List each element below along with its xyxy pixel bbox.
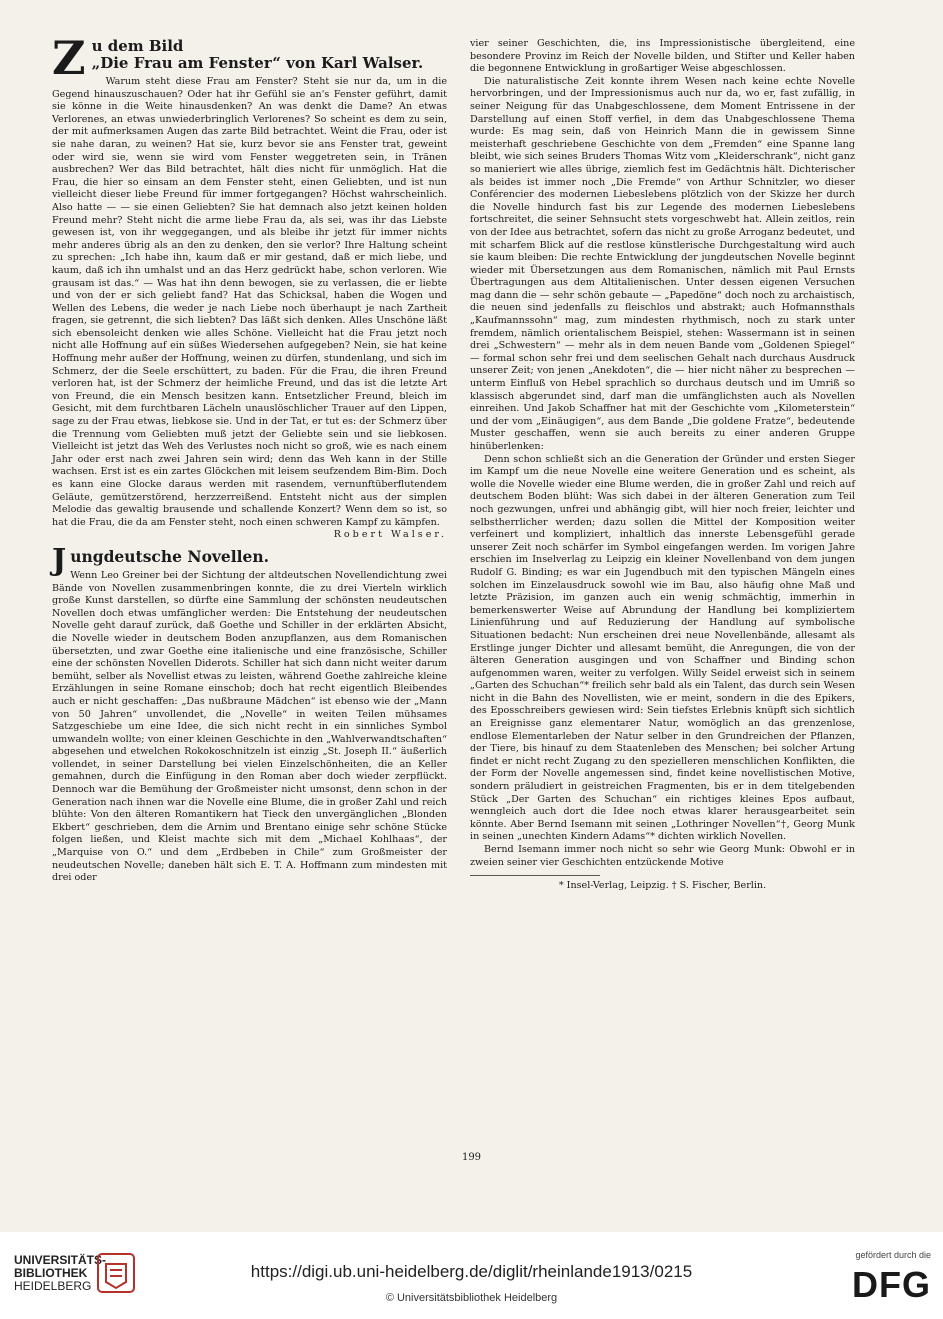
- article1-author: Robert Walser.: [333, 529, 447, 541]
- article2-paragraph: Die naturalistische Zeit konnte ihrem Wesen nach keine echte Novelle hervorbringen, und der Impressionismus auch nur da, wo er, fast zufällig, in seiner Neigung für das Unabgeschlossene, dem Moment Entrissene in der Darstellung auf einen Stoff verfiel, in dem das Unabgeschlossene Thema wurde: Es mag sein, daß von Heinrich Mann die in gewissem Sinne meisterhaft geschriebene Geschichte von dem „Fremden“ eine Spanne lang bleibt, wie sich seines Bruders Thomas Witz vom „Kleiderschrank“, nicht ganz so manieriert wie alles übrige, ziemlich fest im Gedächtnis hält. Dichterischer als beides ist immer noch „Die Fremde“ von Arthur Schnitzler, wo dieser Conférencier des modernen Liebeslebens plötzlich von der Skizze her durch die Novelle hindurch fast bis zur Legende des modernen Liebeslebens fortschreitet, die seiner Sehnsucht stets vorgeschwebt hat. Allein zeitlos, rein von der Idee aus betrachtet, sofern das nicht zu große Arroganz bedeutet, und mit scharfem Blick auf die restlose künstlerische Durchgestaltung wird auch sie kaum bleiben: Die rechte Entwicklung der jungdeutschen Novelle beginnt wieder mit Übersetzungen aus dem Romanischen, nämlich mit Paul Ernsts Übertragungen aus dem Altitalienischen. Unter dessen eigenen Versuchen mag dann die — sehr schön gebaute — „Papedöne“ doch noch zu archaistisch, die neuen sind jedenfalls zu fleischlos und abstrakt; auch Hofmannsthals „Kaufmannssohn“ mag, zum mindesten rhythmisch, noch zu stark unter fremdem, nämlich orientalischem Beispiel, stehen: Wassermann ist in seinen drei „Schwestern“ — mehr als in dem neuen Bande vom „Goldenen Spiegel“ — formal schon sehr frei und dem seelischen Gehalt nach durchaus Ausdruck unserer Zeit; von jenen „Anekdoten“, die — hier nicht näher zu besprechen — unterm Einfluß von Hebel sprachlich so durchaus deutsch und im Umriß so klassisch abgerundet sind, darf man die umfänglichsten auch als Novellen einreihen. Und Jakob Schaffner hat mit der Geschichte vom „Kilometerstein“ und der vom „Einäugigen“, aus dem Bande „Die goldene Fratze“, bedeutende Muster geschaffen, wenn sie auch bereits zu einer anderen Gruppe hinüberlenken:: [470, 75, 855, 452]
- article1-title-line2: „Die Frau am Fenster“ von Karl Walser.: [91, 54, 424, 72]
- article2-heading: [52, 542, 447, 578]
- copyright-notice: © Universitätsbibliothek Heidelberg: [385, 1292, 558, 1304]
- institution-line: BIBLIOTHEK: [14, 1266, 88, 1280]
- article1-paragraph: Warum steht diese Frau am Fenster? Steht sie nur da, um in die Gegend hinauszuschauen? Oder hat ihr Gefühl sie an's Fenster geführt, damit sie könne in die Weite hinausdenken? An was denkt die Dame? An etwas Verlorenes, an etwas unwiederbringlich Verlorenes? So scheint es dem zu sein, der mit aufmerksamen Augen das zarte Bild betrachtet. Weint die Frau, oder ist sie nahe daran, zu weinen? Hat sie, kurz bevor sie ans Fenster trat, geweint oder wird sie, wenn sie wird vom Fenster weggetreten sein, in Tränen ausbrechen? Wer das Bild betrachtet, hält dies nicht für unmöglich. Hat die Frau, die hier so einsam an dem Fenster steht, einen Geliebten, und ist nun vielleicht dieser liebe Freund für immer fortgegangen? Höchst wahrscheinlich. Also hatte — — sie einen Geliebten? Sie hat demnach also jetzt keinen holden Freund mehr? Steht nicht die arme liebe Frau da, als sei, was ihr das Liebste gewesen ist, von ihr weggegangen, und als bleibe ihr jetzt für immer nichts mehr anderes übrig als an den zu denken, den sie verlor? Ihre Haltung scheint zu sprechen: „Ich habe ihn, kaum daß er mir gestand, daß er mich liebe, und kaum, daß ich ihn umhalst und an das Herz gedrückt habe, schon verloren. Wie grausam ist das.“ — Was hat ihn denn bewogen, sie zu verlassen, die er liebte und von der er sich geliebt fand? Hat das Schicksal, haben die Wogen und Wellen des Lebens, die weder je nach Liebe noch überhaupt je nach Zartheit fragen, sie getrennt, die sich liebten? Das läßt sich denken. Alles Unschöne läßt sich ebensoleicht denken wie alles Schöne. Vielleicht hat die Frau jetzt noch nicht alle Hoffnung auf ein süßes Wiedersehen aufgegeben? Nein, sie hat keine Hoffnung mehr außer der Hoffnung, weinen zu dürfen, stundenlang, und sich im Schmerz, der die Seele erschüttert, zu baden. Für die Frau, die ihren Freund verloren hat, ist der Schmerz der heimliche Freund, und das ist die letzte Art von Freund, die ein Mensch besitzen kann. Entsetzlicher Freund, bleich im Gesicht, mit dem furchtbaren Lächeln unauslöschlicher Trauer auf den Lippen, sage zu der Frau etwas, liebkose sie. Und in der Tat, er tut es: der Schmerz über die Trennung vom Geliebten muß jetzt der Geliebte sein und sie liebkosen. Vielleicht ist jetzt das Weh des Verlustes noch nicht so groß, wie es nach einem Jahr oder erst nach zwei Jahren sein wird; denn das Weh kann in der Stille wachsen. Erst ist es ein zartes Glöckchen mit leisem seufzendem Bim-Bim. Doch es kann eine Glocke daraus werden mit rasendem, vernunftüberflutendem Geläute, gemützerstörend, herzzerreißend. Entsteht nicht aus der simplen Melodie das gewaltig brausende und schallende Konzert? Wenn dem so ist, so hat die Frau, die da am Fenster steht, noch einen schweren Kampf zu kämpfen.: [52, 76, 447, 528]
- footer-bar: [0, 1232, 943, 1319]
- institution-line: HEIDELBERG: [14, 1279, 92, 1293]
- article2-dropcap: J: [52, 542, 67, 578]
- funder-note: gefördert durch die: [855, 1250, 931, 1260]
- left-column: [52, 31, 447, 885]
- permalink-url[interactable]: https://digi.ub.uni-heidelberg.de/diglit/rheinlande1913/0215: [250, 1262, 693, 1281]
- article2-paragraph: Bernd Isemann immer noch nicht so sehr wie Georg Munk: Obwohl er in zweien seiner vier Geschichten entzückende Motive: [470, 844, 855, 868]
- institution-line: UNIVERSITÄTS-: [14, 1253, 107, 1267]
- article2-paragraph: Denn schon schließt sich an die Generation der Gründer und ersten Sieger im Kampf um die neue Novelle eine weitere Generation und es scheint, als wolle die Novelle wieder eine Blume werden, die in großer Zahl und reich auf deutschem Boden blüht: Was sich dabei in der älteren Generation zum Teil noch gezwungen, unfrei und abhängig gibt, will hier noch freier, leichter und selbstherrlicher werden; dazu sollen die Mittel der Komposition weiter verfeinert und kompliziert, inhaltlich das innerste Lebensgefühl gerade unserer Zeit noch schärfer im Symbol eingefangen werden. Im vorigen Jahre erschien im Inselverlag zu Leipzig ein kleiner Novellenband von dem jungen Rudolf G. Binding; es war ein Jugendbuch mit den typischen Mängeln eines solchen im Einzelausdruck sowohl wie im Bau, also häufig ohne Maß und letzte Präzision, im ganzen auch ein wenig schmächtig, immerhin in bemerkenswerter Weise auf Abrundung der Handlung bei kompliziertem Linienführung und auf Reduzierung der Handlung auf symbolische Situationen bedacht: Nun erscheinen drei neue Novellenbände, allesamt als Erstlinge junger Dichter und allesamt bemüht, die Anregungen, die von der älteren Generation ausgingen und von Schaffner und Binding schon aufgenommen waren, weiter zu verfolgen. Willy Seidel erweist sich in seinem „Garten des Schuchan“* freilich sehr bald als ein Talent, das durch sein Wesen nicht in die Bahn des Novellisten, wie er meint, sondern in die des Epikers, des Eposschreibers gewiesen wird: Sein tiefstes Erlebnis knüpft sich sichtlich an Ereignisse ganz elementarer Natur, womöglich an das grenzenlose, endlose Elementarleben der Natur selber in den Grundreichen der Pflanzen, der Tiere, bis hinauf zu dem Staatenleben des Menschen; bei solcher Artung findet er nicht recht Zugang zu den spezielleren menschlichen Konflikten, die der Form der Novelle angemessen sind, findet keine novellistischen Motive, sondern präludiert in geistreichen Fragmenten, bis er in dem titelgebenden Stück „Der Garten des Schuchan“ ein richtiges kleines Epos aufbaut, wenngleich auch dort die Idee noch etwas klarer herausgearbeitet sein könnte. Aber Bernd Isemann mit seinen „Lothringer Novellen“†, Georg Munk in seinen „unechten Kindern Adams“* dichten wirklich Novellen.: [470, 453, 855, 843]
- article2-paragraph: vier seiner Geschichten, die, ins Impressionistische übergleitend, eine besondere Provinz im Reich der Novelle bilden, und Stifter und Keller haben die begonnene Entwicklung in großartiger Weise abgeschlossen.: [470, 38, 855, 75]
- footnote: * Insel-Verlag, Leipzig. † S. Fischer, Berlin.: [558, 880, 767, 892]
- article2-paragraph-left: Wenn Leo Greiner bei der Sichtung der altdeutschen Novellendichtung zwei Bände von Novellen zusammenbringen konnte, die zu drei Vierteln wirklich große Kunst darstellen, so dürfte eine Sammlung der schönsten neudeutschen Novellen doch etwas umfänglicher werden: Die Entstehung der neudeutschen Novelle geht darauf zurück, daß Goethe und Schiller in der erklärten Absicht, die Novelle wieder in deutschem Boden anzupflanzen, aus dem Romanischen übersetzten, und zwar Goethe eine italienische und eine französische, Schiller eine der schönsten Novellen Diderots. Schiller hat sich dann nicht weiter darum bemüht, selber als Novellist etwas zu leisten, während Goethe zahlreiche kleine Erzählungen in seine Romane einschob; doch hat recht eigentlich Bleibendes auch er nicht geschaffen: „Das nußbraune Mädchen“ ist ebenso wie der „Mann von 50 Jahren“ unvollendet, die „Novelle“ in weiten Teilen mühsames Satzgeschiebe um eine Idee, die sich nicht recht in ein sinnliches Symbol umwandeln wollte; von einer kleinen Geschichte in den „Wahlverwandtschaften“ abgesehen und etwelchen Rokokoschnitzeln ist einzig „St. Joseph II.“ äußerlich vollendet, in seiner Darstellung bei vielen Einzelschönheiten, die an Keller gemahnen, durch die Einfügung in den Roman aber doch wieder zerpflückt. Dennoch war die Bemühung der Großmeister nicht umsonst, denn schon in der Generation nach ihnen war die Novelle eine Blume, die in großer Zahl und reich blühte: Von den älteren Romantikern hat Tieck den unvergänglichen „Blonden Ekbert“ geschrieben, dem die Arnim und Brentano einige sehr schöne Stücke folgen ließen, und Kleist machte sich mit dem „Michael Kohlhaas“, der „Marquise von O.“ und dem „Erdbeben in Chile“ zum Großmeister der neudeutschen Novelle; daneben hält sich E. T. A. Hoffmann zum mindesten mit drei oder: [52, 569, 447, 884]
- article1-heading: [52, 31, 447, 85]
- right-column: [470, 38, 855, 893]
- dfg-logo[interactable]: DFG: [852, 1264, 931, 1305]
- footnote-divider: [470, 875, 600, 876]
- article1-title-line1: u dem Bild: [91, 37, 184, 55]
- article1-dropcap: Z: [52, 31, 86, 85]
- article2-title: ungdeutsche Novellen.: [70, 546, 270, 566]
- page-number: 199: [461, 1152, 482, 1163]
